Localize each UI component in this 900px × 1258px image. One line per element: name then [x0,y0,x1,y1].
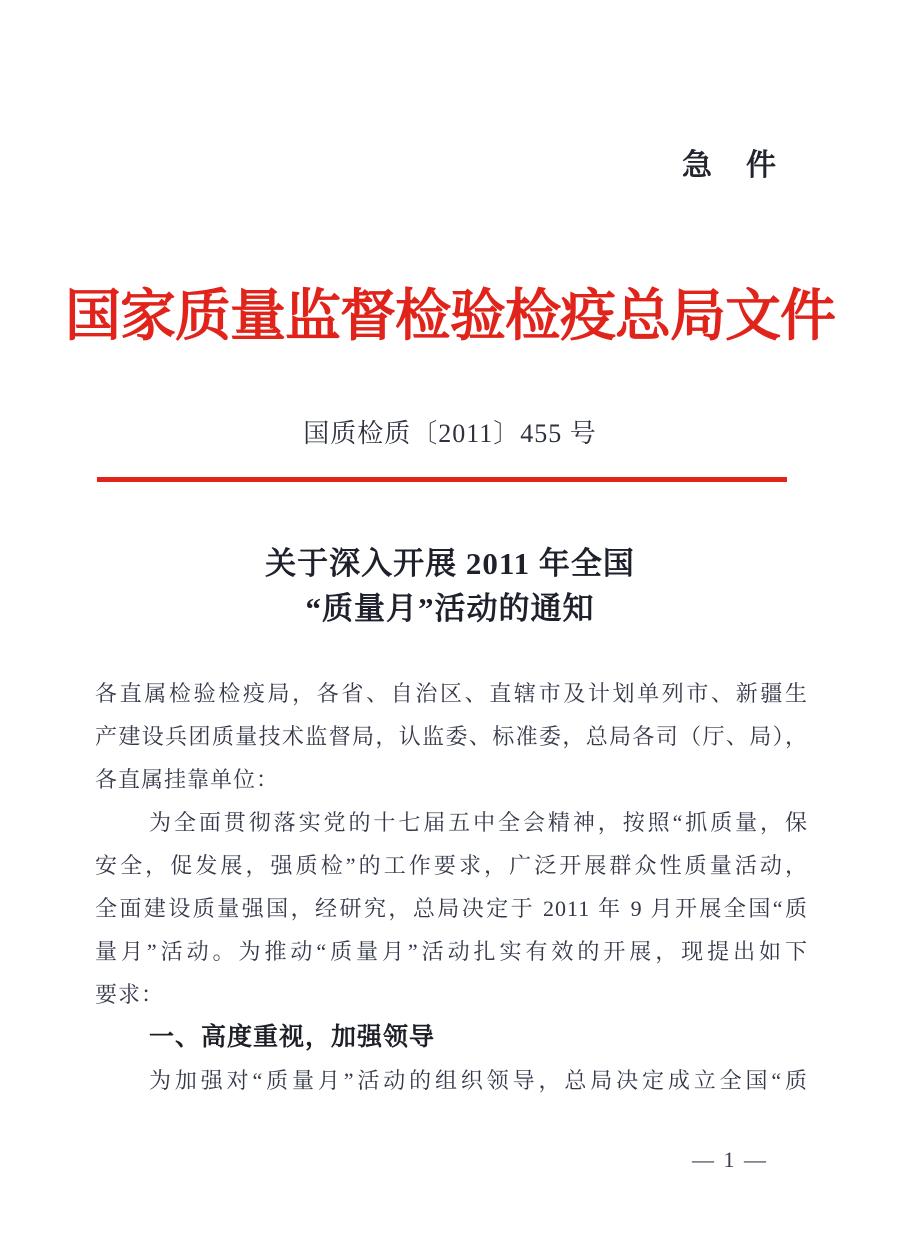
salutation-line: 各直属挂靠单位： [95,767,280,792]
salutation-line: 各直属检验检疫局，各省、自治区、直辖市及计划单列市、新疆生 [95,681,808,706]
title-line-1: 关于深入开展 2011 年全国 [265,546,635,581]
salutation-line: 产建设兵团质量技术监督局，认监委、标准委，总局各司（厅、局）， [95,724,808,749]
body-line: 全面建设质量强国，经研究，总局决定于 2011 年 9 月开展全国“质 [95,896,808,921]
document-title [0,541,900,631]
agency-masthead: 国家质量监督检验检疫总局文件 [65,286,835,348]
body-line: 要求： [95,982,165,1007]
document-body [95,672,808,1102]
body-line: 为加强对“质量月”活动的组织领导，总局决定成立全国“质 [149,1068,808,1093]
document-number: 国质检质〔2011〕455 号 [303,419,597,448]
body-line: 为全面贯彻落实党的十七届五中全会精神，按照“抓质量，保 [149,810,808,835]
title-line-2: “质量月”活动的通知 [305,591,595,626]
section-heading: 一、高度重视，加强领导 [149,1023,436,1051]
page-number: — 1 — [692,1147,768,1172]
body-line: 安全，促发展，强质检”的工作要求，广泛开展群众性质量活动， [95,853,808,878]
urgency-label: 急 件 [682,149,778,182]
red-divider [97,477,787,482]
body-line: 量月”活动。为推动“质量月”活动扎实有效的开展，现提出如下 [95,939,808,964]
